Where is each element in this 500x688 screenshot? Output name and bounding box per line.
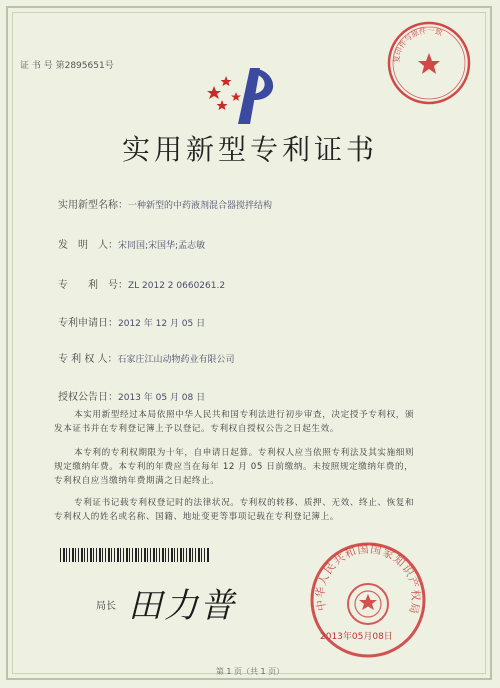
field-label: 专 利 权 人： [58, 354, 118, 365]
field-label: 发 明 人： [58, 240, 118, 251]
official-seal [308, 540, 428, 660]
page-footer: 第 1 页（共 1 页） [215, 667, 285, 676]
field-utility-model-name [58, 196, 272, 211]
field-inventors [58, 236, 205, 251]
stamp-arc-text: 复印件与原件一致 [391, 25, 444, 64]
body-line: 本专利的专利权期限为十年，自申请日起算。专利权人应当依照专利法及其实施细则 [74, 448, 415, 458]
barcode [60, 548, 210, 562]
field-value: 2013 年 05 月 08 日 [118, 393, 206, 403]
field-application-date [58, 314, 205, 329]
field-label: 专利申请日： [58, 318, 118, 329]
svg-text:复印件与原件一致 [391, 25, 445, 63]
seal-arc-text: 中华人民共和国国家知识产权局 [313, 542, 423, 616]
field-value: 2012 年 12 月 05 日 [118, 319, 206, 329]
field-value: ZL 2012 2 0660261.2 [128, 281, 226, 291]
certificate-title: 实用新型专利证书 [121, 133, 378, 166]
field-label: 授权公告日： [58, 392, 118, 403]
certificate-number [20, 58, 114, 71]
patent-office-logo [200, 56, 290, 128]
field-value: 一种新型的中药液剂混合器搅拌结构 [128, 201, 273, 211]
body-line: 本实用新型经过本局依照中华人民共和国专利法进行初步审查，决定授予专利权，颁 [74, 410, 415, 420]
field-patent-number [58, 276, 225, 291]
field-value: 石家庄江山动物药业有限公司 [117, 355, 235, 365]
seal-date: 2013年05月08日 [320, 632, 393, 642]
field-label: 专 利 号： [58, 280, 128, 291]
field-grant-date [58, 388, 205, 403]
signature-text: 田力普 [128, 586, 236, 626]
cert-no-suffix: 号 [104, 61, 114, 71]
field-patentee [58, 350, 235, 365]
top-right-stamp [386, 20, 472, 106]
body-line: 规定缴纳年费。本专利的年费应当在每年 12 月 05 日前缴纳。未按照规定缴纳年费的， [54, 462, 414, 472]
body-line: 发本证书并在专利登记簿上予以登记。专利权自授权公告之日起生效。 [54, 424, 340, 434]
cert-no-value: 2895651 [64, 61, 105, 71]
field-value: 宋同国;宋国华;孟志敏 [118, 241, 206, 251]
cert-no-label: 证 书 号 第 [20, 61, 65, 71]
field-label: 实用新型名称： [58, 200, 128, 211]
body-line: 专利权自应当缴纳年费期满之日起终止。 [54, 476, 220, 486]
body-line: 专利证书记载专利权登记时的法律状况。专利权的转移、质押、无效、终止、恢复和 [74, 498, 415, 508]
body-line: 专利权人的姓名或名称、国籍、地址变更等事项记载在专利登记簿上。 [54, 512, 340, 522]
director-signature [128, 578, 236, 627]
director-label: 局长 [96, 601, 116, 612]
